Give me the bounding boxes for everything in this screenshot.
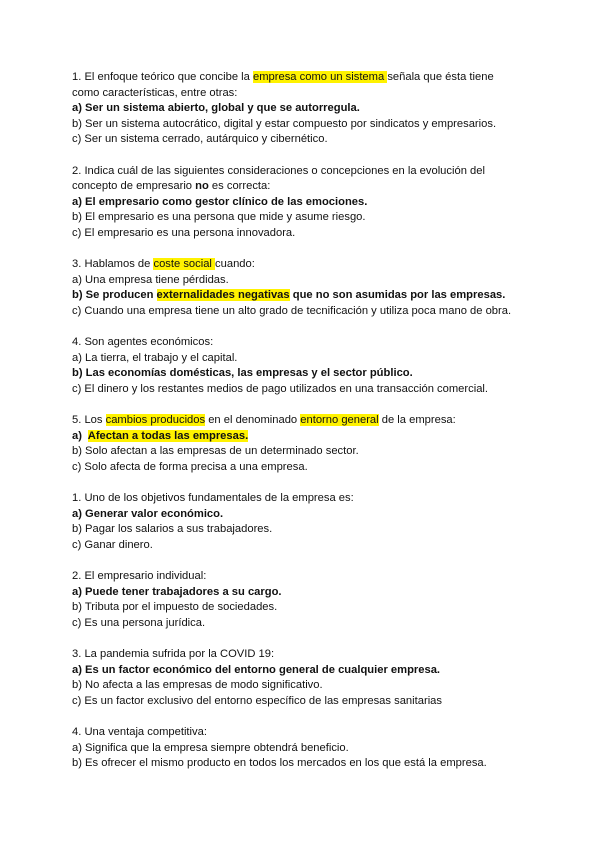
question-9-option-b: b) Es ofrecer el mismo producto en todos los mercados en los que está la empresa. <box>72 757 487 770</box>
question-2-stem-cont <box>72 179 542 195</box>
question-2-option-c: c) El empresario es una persona innovadora. <box>72 226 296 239</box>
question-text: señala que ésta tiene <box>387 71 494 83</box>
question-4-option-a: a) La tierra, el trabajo y el capital. <box>72 351 238 364</box>
question-1-option-c: c) Ser un sistema cerrado, autárquico y cibernético. <box>72 133 328 146</box>
highlighted-term: entorno general <box>300 414 379 427</box>
option-text: que no son asumidas por las empresas. <box>289 289 506 302</box>
question-5-option-b: b) Solo afectan a las empresas de un determinado sector. <box>72 445 359 458</box>
question-1-option-b: b) Ser un sistema autocrático, digital y estar compuesto por sindicatos y empresarios. <box>72 117 497 130</box>
question-7-stem: 2. El empresario individual: <box>72 570 207 582</box>
question-7-option-a-correct: a) Puede tener trabajadores a su cargo. <box>72 585 282 598</box>
question-3-option-a: a) Una empresa tiene pérdidas. <box>72 273 229 286</box>
highlighted-term: Afectan a todas las empresas. <box>87 429 249 442</box>
question-8-option-b: b) No afecta a las empresas de modo significativo. <box>72 679 323 692</box>
question-8-option-c: c) Es un factor exclusivo del entorno específico de las empresas sanitarias <box>72 694 442 707</box>
question-5-option-c: c) Solo afecta de forma precisa a una empresa. <box>72 460 308 473</box>
question-text: 1. El enfoque teórico que concibe la <box>72 71 253 83</box>
question-4-stem: 4. Son agentes económicos: <box>72 336 214 349</box>
question-text: es correcta: <box>208 180 271 193</box>
question-text: 5. Los <box>72 414 106 427</box>
question-1-stem-cont: como características, entre otras: <box>72 86 238 99</box>
highlighted-term: empresa como un sistema <box>253 71 388 83</box>
highlighted-term: coste social <box>153 258 216 271</box>
question-1-option-a-correct: a) Ser un sistema abierto, global y que se autorregula. <box>72 102 360 115</box>
question-7-option-c: c) Es una persona jurídica. <box>72 616 206 629</box>
question-7-option-b: b) Tributa por el impuesto de sociedades. <box>72 601 278 614</box>
question-3-stem <box>72 257 542 273</box>
question-2-option-b: b) El empresario es una persona que mide y asume riesgo. <box>72 211 366 224</box>
question-2-option-a-correct: a) El empresario como gestor clínico de las emociones. <box>72 195 368 208</box>
question-text: en el denominado <box>205 414 301 427</box>
question-3-option-b-correct <box>72 288 542 304</box>
question-6-option-a-correct: a) Generar valor económico. <box>72 507 224 520</box>
question-4-option-b-correct: b) Las economías domésticas, las empresas y el sector público. <box>72 367 413 380</box>
question-2-stem: 2. Indica cuál de las siguientes consideraciones o concepciones en la evolución del <box>72 164 485 177</box>
emphasis-word: no <box>195 180 209 193</box>
document-content <box>72 70 542 772</box>
question-6-option-b: b) Pagar los salarios a sus trabajadores. <box>72 523 273 536</box>
question-1-stem <box>72 70 542 86</box>
option-letter: a) <box>72 429 88 442</box>
question-4-option-c: c) El dinero y los restantes medios de pago utilizados en una transacción comercial. <box>72 382 489 395</box>
question-9-option-a: a) Significa que la empresa siempre obtendrá beneficio. <box>72 741 349 754</box>
question-text: 3. Hablamos de <box>72 258 154 271</box>
question-6-option-c: c) Ganar dinero. <box>72 538 153 551</box>
question-8-option-a-correct: a) Es un factor económico del entorno general de cualquier empresa. <box>72 663 441 676</box>
highlighted-term: cambios producidos <box>105 414 206 427</box>
question-text: de la empresa: <box>378 414 456 427</box>
question-5-option-a-correct <box>72 429 542 445</box>
question-9-stem: 4. Una ventaja competitiva: <box>72 725 207 738</box>
question-5-stem <box>72 413 542 429</box>
highlighted-term: externalidades negativas <box>156 289 290 302</box>
question-3-option-c: c) Cuando una empresa tiene un alto grado de tecnificación y utiliza poca mano de obra. <box>72 304 512 317</box>
question-text: concepto de empresario <box>72 180 196 193</box>
question-6-stem: 1. Uno de los objetivos fundamentales de la empresa es: <box>72 492 354 505</box>
option-text: b) Se producen <box>72 289 157 302</box>
question-text: cuando: <box>215 258 255 271</box>
question-8-stem: 3. La pandemia sufrida por la COVID 19: <box>72 647 275 660</box>
